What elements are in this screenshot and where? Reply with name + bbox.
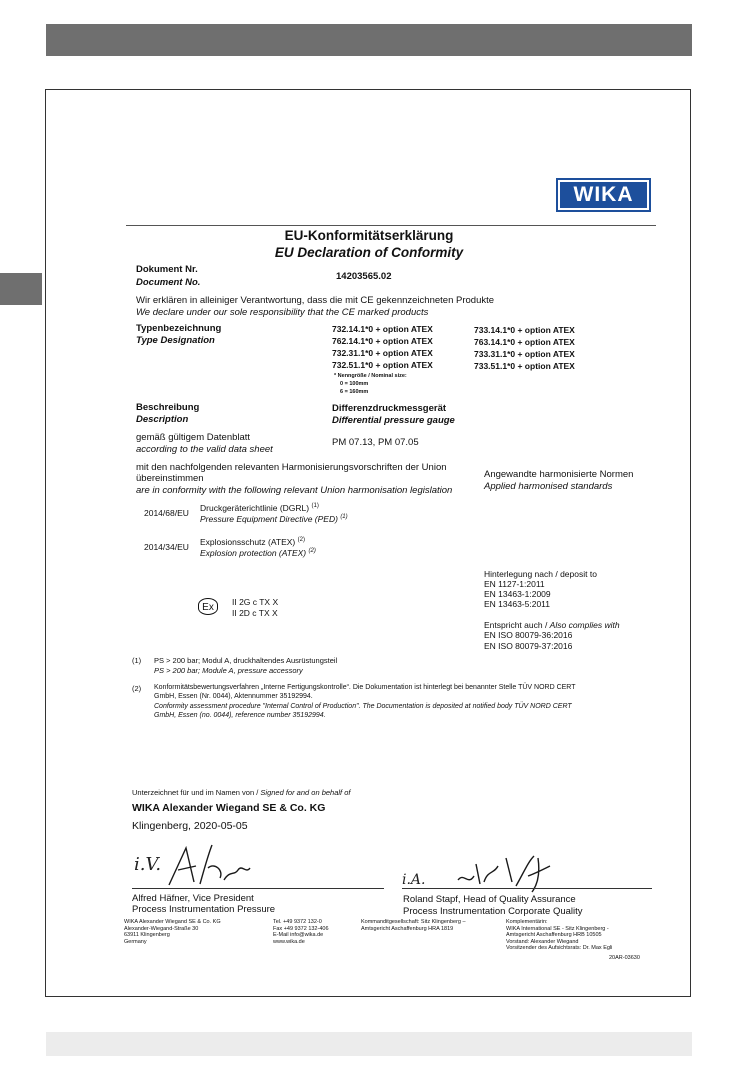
footer-bar (46, 1032, 692, 1056)
title-en: EU Declaration of Conformity (274, 245, 464, 260)
footnote-2-num: (2) (132, 684, 142, 693)
directive-1-de-text: Druckgeräterichtlinie (DGRL) (200, 503, 310, 513)
footnote-2-de-1: Konformitätsbewertungsverfahren „Interne Fertigungskontrolle“. Die Dokumentation ist hinterlegt bei benannter Stelle TÜV NORD CERT (154, 684, 576, 691)
datasheet-value: PM 07.13, PM 07.05 (332, 437, 419, 448)
footer-col3-line: Kommanditgesellschaft: Sitz Klingenberg – (361, 919, 466, 925)
directive-2-code: 2014/34/EU (144, 542, 189, 552)
footer-registry (361, 919, 466, 932)
footer-col1-line: WIKA Alexander Wiegand SE & Co. KG (124, 919, 221, 925)
footer-col3-line: Amtsgericht Aschaffenburg HRA 1819 (361, 925, 454, 932)
directive-1-en (200, 514, 348, 524)
footer-col4-line: Vorstand: Alexander Wiegand (506, 938, 579, 945)
also-norm-1: EN ISO 80079-36:2016 (484, 630, 573, 640)
type-right-1: 733.14.1*0 + option ATEX (474, 325, 575, 335)
signature-1-icon (164, 840, 254, 890)
desc-value-en: Differential pressure gauge (332, 415, 455, 426)
company-name: WIKA Alexander Wiegand SE & Co. KG (132, 802, 326, 814)
footnote-2-de-2: GmbH, Essen (Nr. 0044), Aktennummer 35192994. (154, 693, 313, 700)
footer-partner (506, 919, 612, 952)
legislation-de-1: mit den nachfolgenden relevanten Harmonisierungsvorschriften der Union (136, 462, 447, 473)
nominal-heading: * Nenngröße / Nominal size: (334, 373, 407, 379)
footer-contact (273, 919, 329, 945)
docno-label-en: Document No. (136, 277, 201, 288)
directive-2-de (200, 537, 305, 547)
type-left-4: 732.51.1*0 + option ATEX (332, 360, 433, 370)
directive-2-en (200, 548, 316, 558)
directive-2-note-en: (2) (308, 548, 316, 555)
desc-value-de: Differenzdruckmessgerät (332, 403, 447, 414)
deposit-norm-3: EN 13463-5:2011 (484, 599, 551, 609)
type-right-3: 733.31.1*0 + option ATEX (474, 349, 575, 359)
type-left-3: 732.31.1*0 + option ATEX (332, 348, 433, 358)
declare-en: We declare under our sole responsibility that the CE marked products (136, 307, 429, 318)
type-right-2: 763.14.1*0 + option ATEX (474, 337, 575, 347)
type-label-de: Typenbezeichnung (136, 323, 222, 334)
desc-label-en: Description (136, 414, 189, 425)
signature-line-2 (402, 888, 652, 889)
directive-1-code: 2014/68/EU (144, 508, 189, 518)
legislation-de-2: übereinstimmen (136, 473, 204, 484)
desc-label-de: Beschreibung (136, 402, 200, 413)
legislation-en: are in conformity with the following relevant Union harmonisation legislation (136, 485, 453, 496)
deposit-label: Hinterlegung nach / deposit to (484, 569, 597, 579)
standards-de: Angewandte harmonisierte Normen (484, 469, 634, 480)
footer-col4-line: Komplementärin: (506, 919, 548, 925)
place-date: Klingenberg, 2020-05-05 (132, 820, 248, 832)
signer-1-name: Alfred Häfner, Vice President (132, 893, 254, 904)
footer-col1-line: Alexander-Wiegand-Straße 30 (124, 925, 199, 932)
deposit-norm-1: EN 1127-1:2011 (484, 579, 545, 589)
nominal-6: 6 = 160mm (340, 389, 369, 395)
signer-2-dept: Process Instrumentation Corporate Quality (403, 906, 583, 917)
directive-1-de (200, 503, 319, 513)
footer-col2-line: Fax +49 9372 132-406 (273, 925, 329, 932)
footer-reference: 20AR-03630 (609, 955, 640, 961)
also-label-de: Entspricht auch / (484, 620, 550, 630)
footer-col2-line: E-Mail info@wika.de (273, 932, 324, 939)
atex-mark-dust: II 2D c TX X (232, 608, 278, 618)
atex-mark-gas: II 2G c TX X (232, 597, 279, 607)
footnote-1-de: PS > 200 bar; Modul A, druckhaltendes Ausrüstungsteil (154, 656, 338, 665)
signature-line-1 (132, 888, 384, 889)
docno-value: 14203565.02 (336, 271, 392, 282)
type-right-4: 733.51.1*0 + option ATEX (474, 361, 575, 371)
datasheet-de: gemäß gültigem Datenblatt (136, 432, 251, 443)
sig1-prefix: i.V. (134, 854, 162, 875)
ex-symbol-icon: Ex (198, 598, 218, 615)
type-label-en: Type Designation (136, 335, 215, 346)
footer-col2-line: www.wika.de (273, 938, 305, 945)
nominal-0: 0 = 100mm (340, 381, 369, 387)
footnote-1-num: (1) (132, 656, 142, 665)
also-complies-label (484, 620, 620, 630)
footer-col2-line: Tel. +49 9372 132-0 (273, 919, 322, 925)
signed-on-behalf (132, 788, 350, 797)
declaration-document (45, 89, 691, 997)
footer-address (124, 919, 221, 945)
header-bar (46, 24, 692, 56)
directive-2-note: (2) (297, 537, 305, 544)
datasheet-en: according to the valid data sheet (136, 444, 273, 455)
directive-2-en-text: Explosion protection (ATEX) (200, 548, 307, 558)
standards-en: Applied harmonised standards (484, 481, 613, 492)
title-de: EU-Konformitätserklärung (284, 228, 454, 243)
wika-logo (556, 178, 651, 212)
footnote-2-en-2: GmbH, Essen (no. 0044), reference number 35192994. (154, 712, 326, 719)
also-label-en: Also complies with (549, 620, 620, 630)
signer-2-name: Roland Stapf, Head of Quality Assurance (403, 894, 576, 905)
footer-col4-line: Amtsgericht Aschaffenburg HRB 10505 (506, 932, 602, 939)
directive-1-en-text: Pressure Equipment Directive (PED) (200, 514, 338, 524)
footer-col1-line: Germany (124, 938, 147, 945)
footer-col4-line: Vorsitzender des Aufsichtsrats: Dr. Max Egli (506, 945, 613, 952)
deposit-norm-2: EN 13463-1:2009 (484, 589, 551, 599)
sig2-prefix: i.A. (402, 872, 426, 888)
also-norm-2: EN ISO 80079-37:2016 (484, 641, 573, 651)
footnote-2-en-1: Conformity assessment procedure "Internal Control of Production". The Documentation is deposited at notified body TÜV NORD CERT (154, 703, 572, 710)
type-left-1: 732.14.1*0 + option ATEX (332, 324, 433, 334)
side-tab (0, 273, 42, 305)
directive-1-note: (1) (311, 503, 319, 510)
directive-2-de-text: Explosionsschutz (ATEX) (200, 537, 296, 547)
directive-1-note-en: (1) (340, 514, 348, 521)
footer-col4-line: WIKA International SE - Sitz Klingenberg - (506, 925, 609, 932)
signed-en: Signed for and on behalf of (260, 788, 351, 797)
title-rule (126, 225, 656, 226)
declare-de: Wir erklären in alleiniger Verantwortung, dass die mit CE gekennzeichneten Produkte (136, 295, 495, 306)
logo-text: WIKA (560, 182, 647, 208)
signer-1-dept: Process Instrumentation Pressure (132, 904, 276, 915)
footer-col1-line: 63911 Klingenberg (124, 932, 170, 939)
docno-label-de: Dokument Nr. (136, 264, 198, 275)
signed-de: Unterzeichnet für und im Namen von / (132, 788, 261, 797)
footnote-1-en: PS > 200 bar; Module A, pressure accessory (154, 666, 303, 675)
type-left-2: 762.14.1*0 + option ATEX (332, 336, 433, 346)
